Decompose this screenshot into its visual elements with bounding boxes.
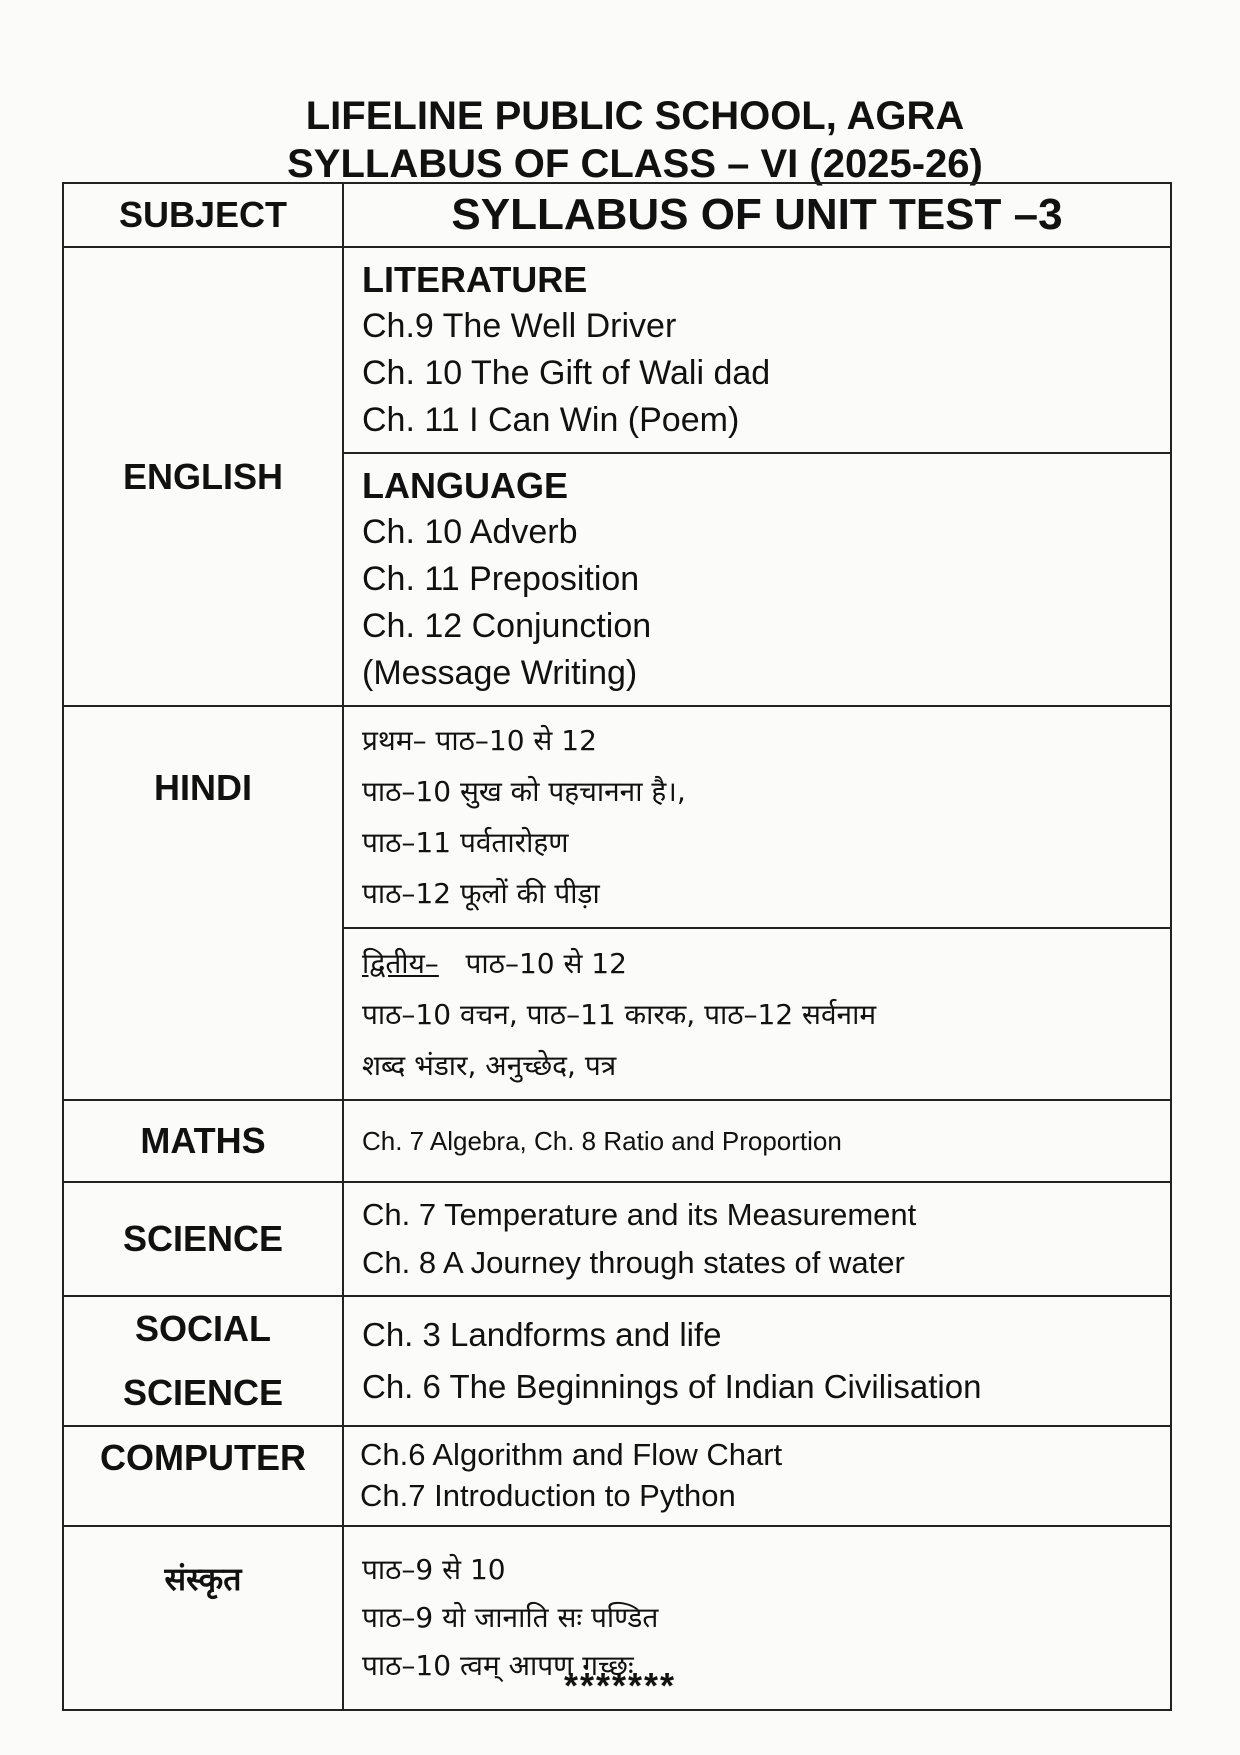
- list-item: [362, 938, 1152, 989]
- list-item: Ch.9 The Well Driver: [362, 307, 677, 345]
- list-item: Ch.7 Introduction to Python: [360, 1478, 736, 1513]
- list-item: Ch. 3 Landforms and life: [362, 1316, 722, 1353]
- list-item: Ch. 11 Preposition: [362, 560, 640, 598]
- list-item: पाठ–10 त्वम् आपण गच्छः: [362, 1649, 634, 1682]
- syllabus-column-header: SYLLABUS OF UNIT TEST –3: [343, 183, 1171, 247]
- literature-title: LITERATURE: [362, 259, 588, 300]
- hindi-part2-range: पाठ–10 से 12: [465, 946, 627, 980]
- subject-hindi: HINDI: [63, 706, 343, 1100]
- list-item: पाठ–10 सुख को पहचानना है।,: [362, 775, 686, 808]
- list-item: Ch. 7 Temperature and its Measurement: [362, 1197, 917, 1232]
- language-title: LANGUAGE: [362, 465, 568, 506]
- footer-stars: *******: [563, 1665, 677, 1706]
- table-header-row: [63, 183, 1171, 247]
- social-science-cell: [343, 1296, 1171, 1426]
- syllabus-table: [62, 182, 1172, 1711]
- list-item: Ch.6 Algorithm and Flow Chart: [360, 1437, 783, 1472]
- list-item: पाठ–9 से 10: [362, 1553, 506, 1586]
- table-row: [63, 1100, 1171, 1182]
- list-item: (Message Writing): [362, 654, 638, 692]
- list-item: Ch. 12 Conjunction: [362, 607, 652, 645]
- list-item: Ch. 10 The Gift of Wali dad: [362, 354, 771, 392]
- subject-english: ENGLISH: [63, 247, 343, 706]
- table-row: [63, 247, 1171, 453]
- list-item: पाठ–11 पर्वतारोहण: [362, 826, 569, 859]
- table-row: [63, 1182, 1171, 1296]
- hindi-part1-cell: [343, 706, 1171, 928]
- list-item: शब्द भंडार, अनुच्छेद, पत्र: [362, 1048, 617, 1082]
- hindi-part2-label: द्वितीय–: [362, 946, 439, 980]
- table-row: [63, 1426, 1171, 1526]
- table-row: [63, 706, 1171, 928]
- table-row: [63, 1296, 1171, 1426]
- subject-social-line1: SOCIAL: [134, 1308, 271, 1349]
- document-header: [0, 92, 1240, 188]
- list-item: Ch. 11 I Can Win (Poem): [362, 401, 740, 439]
- english-literature-cell: [343, 247, 1171, 453]
- list-item: पाठ–9 यो जानाति सः पण्डित: [362, 1601, 659, 1634]
- hindi-part2-cell: [343, 928, 1171, 1100]
- school-name: LIFELINE PUBLIC SCHOOL, AGRA: [305, 94, 965, 138]
- list-item: पाठ–12 फूलों की पीड़ा: [362, 877, 600, 910]
- maths-cell: Ch. 7 Algebra, Ch. 8 Ratio and Proportion: [343, 1100, 1171, 1182]
- science-cell: [343, 1182, 1171, 1296]
- subject-social-science: [63, 1296, 343, 1426]
- english-language-cell: [343, 453, 1171, 706]
- list-item: पाठ–10 वचन, पाठ–11 कारक, पाठ–12 सर्वनाम: [362, 997, 877, 1031]
- syllabus-title: SYLLABUS OF CLASS – VI (2025-26): [287, 142, 983, 186]
- subject-maths: MATHS: [63, 1100, 343, 1182]
- list-item: Ch. 8 A Journey through states of water: [362, 1245, 905, 1280]
- subject-column-header: SUBJECT: [63, 183, 343, 247]
- subject-science: SCIENCE: [63, 1182, 343, 1296]
- list-item: Ch. 10 Adverb: [362, 513, 578, 551]
- list-item: प्रथम– पाठ–10 से 12: [362, 724, 597, 757]
- subject-computer: COMPUTER: [63, 1426, 343, 1526]
- subject-sanskrit: संस्कृत: [63, 1526, 343, 1710]
- list-item: Ch. 6 The Beginnings of Indian Civilisation: [362, 1368, 982, 1405]
- subject-social-line2: SCIENCE: [122, 1372, 284, 1413]
- computer-cell: [343, 1426, 1171, 1526]
